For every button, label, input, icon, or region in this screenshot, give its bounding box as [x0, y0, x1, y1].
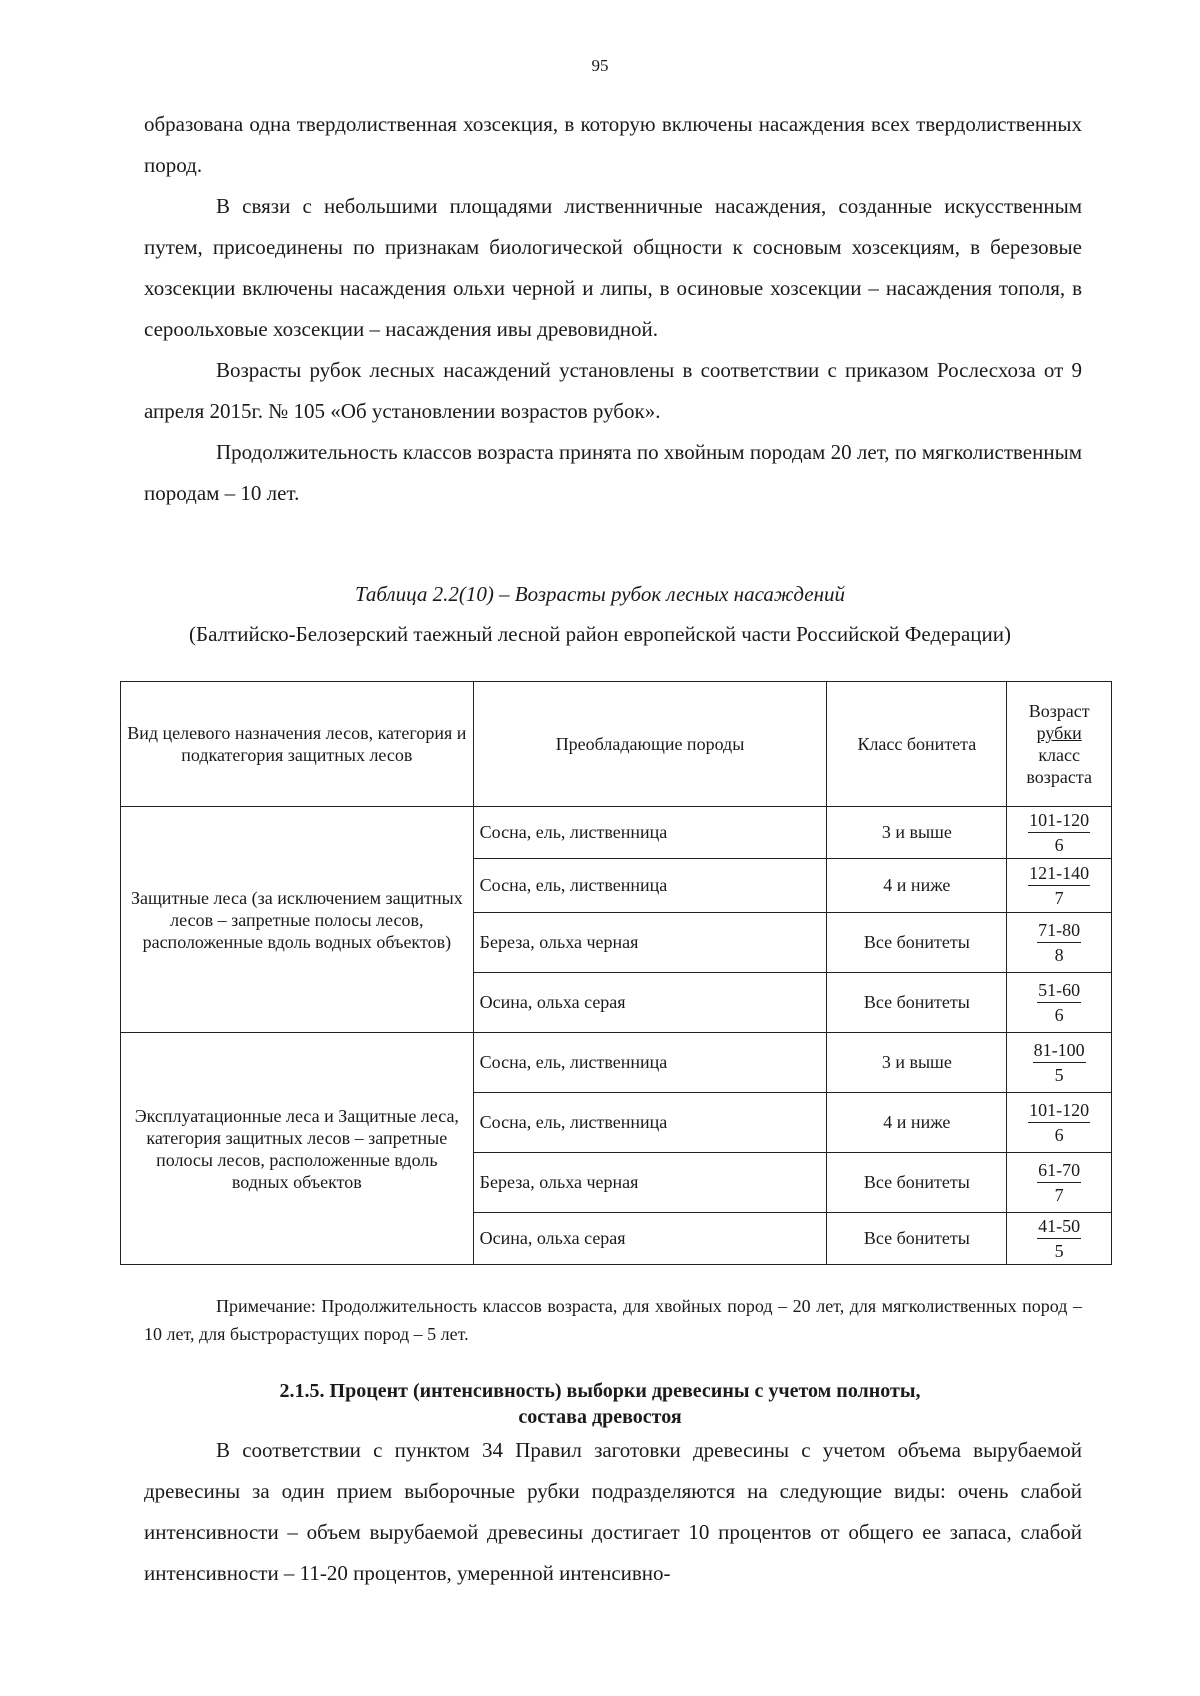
- cell-bonitet: Все бонитеты: [827, 1153, 1007, 1213]
- cell-species: Осина, ольха серая: [473, 973, 827, 1033]
- table-header-row: [121, 682, 1112, 807]
- header-age-line3: класс возраста: [1026, 745, 1092, 787]
- table-note: Примечание: Продолжительность классов возраста, для хвойных пород – 20 лет, для мягколиственных пород – 10 лет, для быстрорастущих пород – 5 лет.: [144, 1296, 1082, 1344]
- header-purpose: Вид целевого назначения лесов, категория и подкатегория защитных лесов: [121, 682, 474, 807]
- cell-age: [1007, 807, 1112, 859]
- age-range: 121-140: [1028, 861, 1090, 886]
- age-range: 101-120: [1028, 1098, 1090, 1123]
- cell-bonitet: 4 и ниже: [827, 859, 1007, 913]
- cell-species: Сосна, ель, лиственница: [473, 859, 827, 913]
- cell-age: [1007, 859, 1112, 913]
- table-row: [121, 1033, 1112, 1093]
- cell-bonitet: Все бонитеты: [827, 1213, 1007, 1265]
- age-class: 7: [1054, 1185, 1064, 1205]
- page-number: 95: [591, 56, 609, 75]
- cell-species: Береза, ольха черная: [473, 913, 827, 973]
- section-heading-line1: 2.1.5. Процент (интенсивность) выборки древесины с учетом полноты,: [279, 1380, 921, 1402]
- age-class: 5: [1054, 1241, 1064, 1261]
- age-range: 71-80: [1037, 918, 1081, 943]
- group-protective-label: Защитные леса (за исключением защитных лесов – запретные полосы лесов, расположенные вдоль водных объектов): [121, 807, 474, 1033]
- age-class: 6: [1054, 1125, 1064, 1145]
- age-range: 51-60: [1037, 978, 1081, 1003]
- felling-age-table: [120, 681, 1112, 1265]
- section-paragraph: В соответствии с пунктом 34 Правил заготовки древесины с учетом объема вырубаемой древесины за один прием выборочные рубки подразделяются на следующие виды: очень слабой интенсивности – объем вырубаемой древесины достигает 10 процентов от общего ее запаса, слабой интенсивности – 11-20 процентов, умеренной интенсивно-: [144, 1438, 1082, 1585]
- age-class: 6: [1054, 1005, 1064, 1025]
- cell-bonitet: 3 и выше: [827, 807, 1007, 859]
- age-range: 81-100: [1033, 1038, 1086, 1063]
- age-class: 6: [1054, 835, 1064, 855]
- section-heading-line2: состава древостоя: [518, 1406, 682, 1428]
- table-row: [121, 807, 1112, 859]
- cell-age: [1007, 973, 1112, 1033]
- header-species: Преобладающие породы: [473, 682, 827, 807]
- table-caption: Таблица 2.2(10) – Возрасты рубок лесных насаждений: [354, 582, 846, 606]
- cell-species: Осина, ольха серая: [473, 1213, 827, 1265]
- cell-bonitet: 4 и ниже: [827, 1093, 1007, 1153]
- paragraph-3: Возрасты рубок лесных насаждений установлены в соответствии с приказом Рослесхоза от 9 апреля 2015г. № 105 «Об установлении возрастов рубок».: [144, 358, 1082, 423]
- paragraph-1: образована одна твердолиственная хозсекция, в которую включены насаждения всех твердолиственных пород.: [144, 112, 1082, 177]
- cell-species: Сосна, ель, лиственница: [473, 807, 827, 859]
- cell-bonitet: 3 и выше: [827, 1033, 1007, 1093]
- cell-species: Береза, ольха черная: [473, 1153, 827, 1213]
- cell-age: [1007, 913, 1112, 973]
- cell-species: Сосна, ель, лиственница: [473, 1033, 827, 1093]
- age-class: 5: [1054, 1065, 1064, 1085]
- cell-bonitet: Все бонитеты: [827, 913, 1007, 973]
- age-range: 61-70: [1037, 1158, 1081, 1183]
- age-class: 8: [1054, 945, 1064, 965]
- cell-age: [1007, 1153, 1112, 1213]
- section-text: [144, 1430, 1082, 1594]
- header-age-line1: Возраст: [1028, 701, 1090, 721]
- cell-age: [1007, 1033, 1112, 1093]
- section-heading: [0, 1378, 1200, 1430]
- paragraph-4: Продолжительность классов возраста принята по хвойным породам 20 лет, по мягколиственным породам – 10 лет.: [144, 440, 1082, 505]
- cell-age: [1007, 1093, 1112, 1153]
- intro-text: [144, 104, 1082, 514]
- header-age: [1007, 682, 1112, 807]
- age-class: 7: [1054, 888, 1064, 908]
- header-bonitet: Класс бонитета: [827, 682, 1007, 807]
- age-range: 41-50: [1037, 1214, 1081, 1239]
- paragraph-2: В связи с небольшими площадями лиственничные насаждения, созданные искусственным путем, присоединены по признакам биологической общности к сосновым хозсекциям, в березовые хозсекции включены насаждения ольхи черной и липы, в осиновые хозсекции – насаждения тополя, в сероольховые хозсекции – насаждения ивы древовидной.: [144, 194, 1082, 341]
- header-age-line2: рубки: [1036, 723, 1082, 743]
- age-range: 101-120: [1028, 808, 1090, 833]
- group-exploitation-label: Эксплуатационные леса и Защитные леса, категория защитных лесов – запретные полосы лесов, расположенные вдоль водных объектов: [121, 1033, 474, 1265]
- table-subcaption: (Балтийско-Белозерский таежный лесной район европейской части Российской Федерации): [189, 622, 1011, 646]
- cell-bonitet: Все бонитеты: [827, 973, 1007, 1033]
- cell-age: [1007, 1213, 1112, 1265]
- cell-species: Сосна, ель, лиственница: [473, 1093, 827, 1153]
